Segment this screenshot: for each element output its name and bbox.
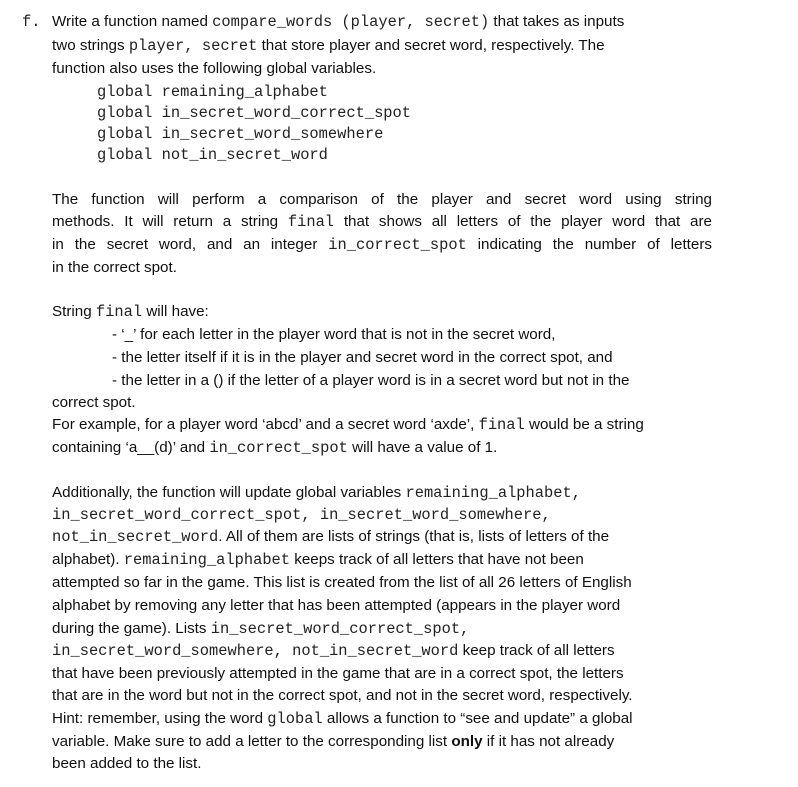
- global-declaration: global not_in_secret_word: [97, 146, 328, 164]
- globals-line-5: attempted so far in the game. This list is created from the list of all 26 letters of English: [52, 574, 632, 591]
- globals-line-9: that have been previously attempted in the game that are in a correct spot, the letters: [52, 665, 624, 682]
- emphasis-only: only: [451, 733, 483, 750]
- param-player: player,: [128, 37, 194, 55]
- var-remaining-alphabet: remaining_alphabet: [123, 551, 291, 569]
- globals-line-1: [52, 483, 581, 503]
- description-line-4: in the correct spot.: [52, 259, 177, 276]
- var-not-in-secret-word: not_in_secret_word: [52, 528, 219, 546]
- example-text: would be a string: [524, 416, 644, 433]
- example-line-1: [52, 415, 644, 435]
- hint-line-3: been added to the list.: [52, 755, 202, 772]
- globals-line-4: [52, 550, 584, 570]
- description-line-1: The function will perform a comparison of the player and secret word using string: [52, 191, 712, 208]
- global-declaration: global in_secret_word_somewhere: [97, 125, 384, 143]
- description-line-3: [52, 235, 712, 255]
- intro-text: that store player and secret word, respectively. The: [257, 37, 605, 54]
- global-declaration: global remaining_alphabet: [97, 83, 328, 101]
- final-heading: [52, 302, 209, 322]
- globals-text: alphabet).: [52, 551, 124, 568]
- hint-text: Hint: remember, using the word: [52, 710, 268, 727]
- var-final: final: [287, 213, 335, 231]
- intro-line-3: function also uses the following global variables.: [52, 60, 377, 77]
- var-remaining-alphabet: remaining_alphabet,: [405, 484, 581, 502]
- description-text: indicating the number of letters: [466, 236, 712, 253]
- var-in-secret-word-correct-spot: in_secret_word_correct_spot,: [210, 620, 470, 638]
- globals-text: Additionally, the function will update global variables: [52, 484, 406, 501]
- globals-line-6: alphabet by removing any letter that has been attempted (appears in the player word: [52, 597, 621, 614]
- final-heading-text: will have:: [142, 303, 209, 320]
- description-text: methods. It will return a string: [52, 213, 288, 230]
- example-text: containing ‘a__(d)’ and: [52, 439, 210, 456]
- param-secret: secret: [201, 37, 258, 55]
- example-line-2: [52, 438, 497, 458]
- globals-line-7: [52, 619, 469, 639]
- var-list-names: in_secret_word_somewhere, not_in_secret_word: [52, 642, 459, 660]
- globals-line-3: [52, 527, 609, 547]
- globals-text: . All of them are lists of strings (that is, lists of letters of the: [218, 528, 610, 545]
- hint-text: if it has not already: [482, 733, 615, 750]
- intro-line-1: [52, 12, 624, 32]
- var-in-correct-spot: in_correct_spot: [328, 236, 467, 254]
- intro-text: two strings: [52, 37, 129, 54]
- example-text: will have a value of 1.: [347, 439, 498, 456]
- intro-text: that takes as inputs: [489, 13, 625, 30]
- globals-line-10: that are in the word but not in the correct spot, and not in the secret word, respectively.: [52, 687, 633, 704]
- description-text: that shows all letters of the player word that are: [334, 213, 712, 230]
- final-heading-text: String: [52, 303, 96, 320]
- rule-item: - ‘_’ for each letter in the player word that is not in the secret word,: [112, 326, 556, 343]
- hint-line-2: [52, 732, 614, 752]
- hint-text: allows a function to “see and update” a global: [322, 710, 633, 727]
- rule-item: - the letter itself if it is in the player and secret word in the correct spot, and: [112, 349, 613, 366]
- rule-item: - the letter in a () if the letter of a player word is in a secret word but not in the: [112, 372, 630, 389]
- global-declaration: global in_secret_word_correct_spot: [97, 104, 412, 122]
- hint-text: variable. Make sure to add a letter to the corresponding list: [52, 733, 452, 750]
- question-label: f.: [22, 13, 41, 31]
- globals-text: keep track of all letters: [458, 642, 615, 659]
- globals-text: keeps track of all letters that have not been: [290, 551, 584, 568]
- description-text: in the secret word, and an integer: [52, 236, 329, 253]
- rule-item-continuation: correct spot.: [52, 394, 136, 411]
- var-in-correct-spot: in_correct_spot: [209, 439, 348, 457]
- function-signature: compare_words (player, secret): [212, 13, 490, 31]
- globals-line-2: in_secret_word_correct_spot, in_secret_word_somewhere,: [52, 506, 551, 524]
- intro-text: Write a function named: [52, 13, 213, 30]
- keyword-global: global: [267, 710, 323, 728]
- hint-line-1: [52, 709, 633, 729]
- var-final: final: [95, 303, 143, 321]
- globals-text: during the game). Lists: [52, 620, 211, 637]
- intro-line-2: [52, 36, 605, 56]
- example-text: For example, for a player word ‘abcd’ and a secret word ‘axde’,: [52, 416, 479, 433]
- var-final: final: [478, 416, 525, 434]
- globals-line-8: [52, 641, 615, 661]
- description-line-2: [52, 212, 712, 232]
